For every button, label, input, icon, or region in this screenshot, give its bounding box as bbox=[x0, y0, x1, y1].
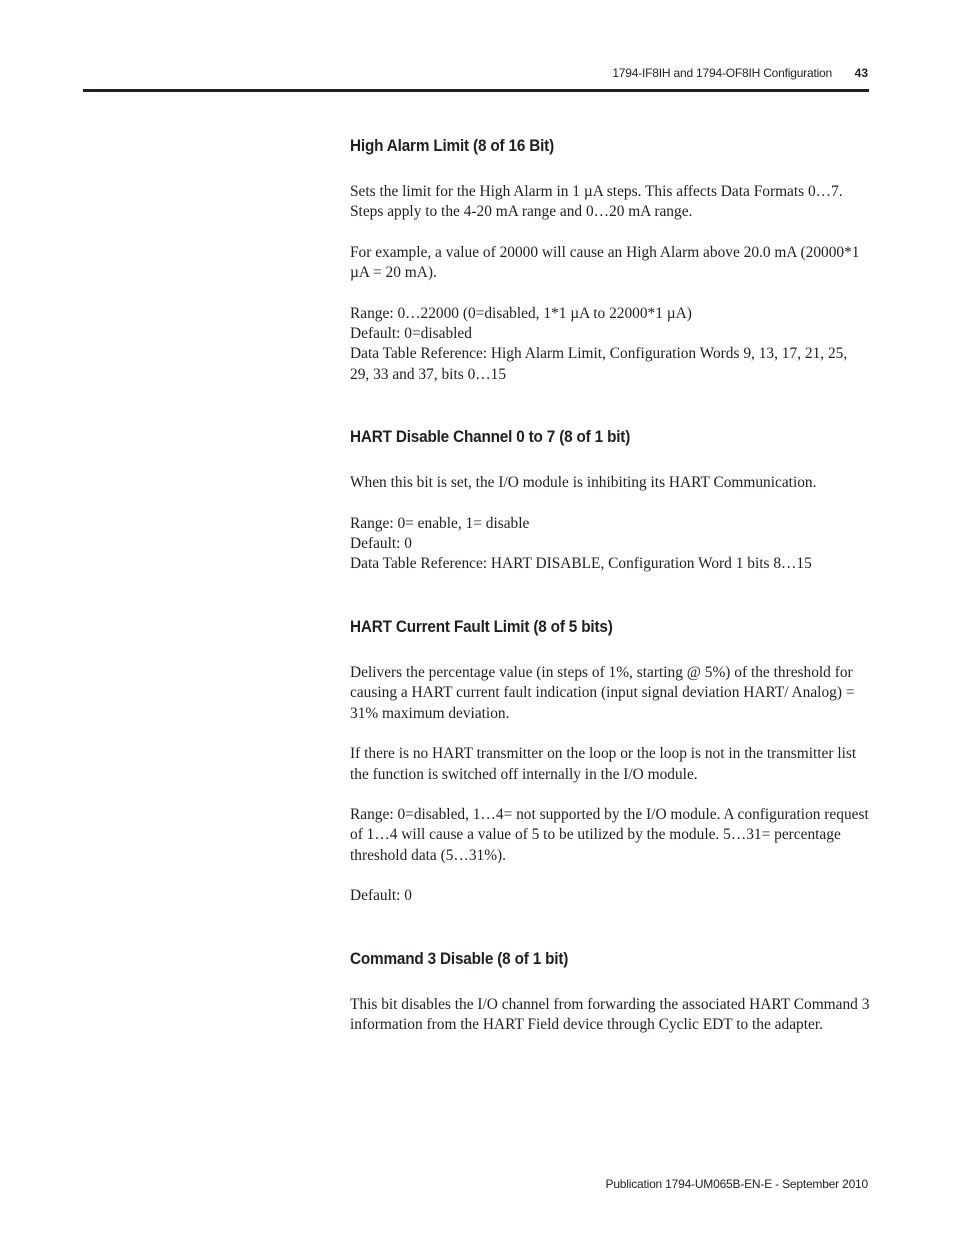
paragraph: This bit disables the I/O channel from forwarding the associated HART Command 3 information from the HART Field device through Cyclic EDT to the adapter. bbox=[350, 995, 870, 1033]
section-hart-current-fault-limit bbox=[350, 617, 870, 907]
paragraph: If there is no HART transmitter on the loop or the loop is not in the transmitter list the function is switched off internally in the I/O module. bbox=[350, 745, 857, 783]
header-rule bbox=[83, 89, 869, 92]
page-number: 43 bbox=[854, 66, 868, 80]
paragraph: Delivers the percentage value (in steps of 1%, starting @ 5%) of the threshold for causing a HART current fault indication (input signal deviation HART/ Analog) = 31% maximum deviation. bbox=[350, 663, 855, 722]
paragraph: For example, a value of 20000 will cause an High Alarm above 20.0 mA (20000*1 µA = 20 mA). bbox=[350, 243, 860, 282]
section-heading: HART Disable Channel 0 to 7 (8 of 1 bit) bbox=[350, 427, 631, 447]
section-high-alarm-limit bbox=[350, 136, 870, 385]
paragraph: Sets the limit for the High Alarm in 1 µA steps. This affects Data Formats 0…7. Steps apply to the 4-20 mA range and 0…20 mA range. bbox=[350, 183, 843, 221]
paragraph: Default: 0 bbox=[350, 887, 412, 905]
publication-footer: Publication 1794-UM065B-EN-E - September 2010 bbox=[605, 1177, 868, 1191]
paragraph: Range: 0=disabled, 1…4= not supported by the I/O module. A configuration request of 1…4 will cause a value of 5 to be utilized by the module. 5…31= percentage threshold data (5…31%). bbox=[350, 805, 869, 864]
section-hart-disable-channel bbox=[350, 427, 870, 575]
section-command-3-disable bbox=[350, 949, 870, 1036]
paragraph: When this bit is set, the I/O module is inhibiting its HART Communication. bbox=[350, 474, 817, 492]
section-heading: High Alarm Limit (8 of 16 Bit) bbox=[350, 136, 555, 155]
section-heading: HART Current Fault Limit (8 of 5 bits) bbox=[350, 616, 613, 636]
section-heading: Command 3 Disable (8 of 1 bit) bbox=[350, 948, 569, 968]
paragraph: Range: 0…22000 (0=disabled, 1*1 µA to 22000*1 µA) Default: 0=disabled Data Table Reference: High Alarm Limit, Configuration Words 9, 13, 17, 21, 25, 29, 33 and 37, bits 0…15 bbox=[350, 304, 848, 383]
paragraph: Range: 0= enable, 1= disable Default: 0 Data Table Reference: HART DISABLE, Configuration Word 1 bits 8…15 bbox=[350, 514, 812, 573]
main-content bbox=[350, 136, 870, 1055]
running-header-title: 1794-IF8IH and 1794-OF8IH Configuration bbox=[612, 66, 832, 80]
